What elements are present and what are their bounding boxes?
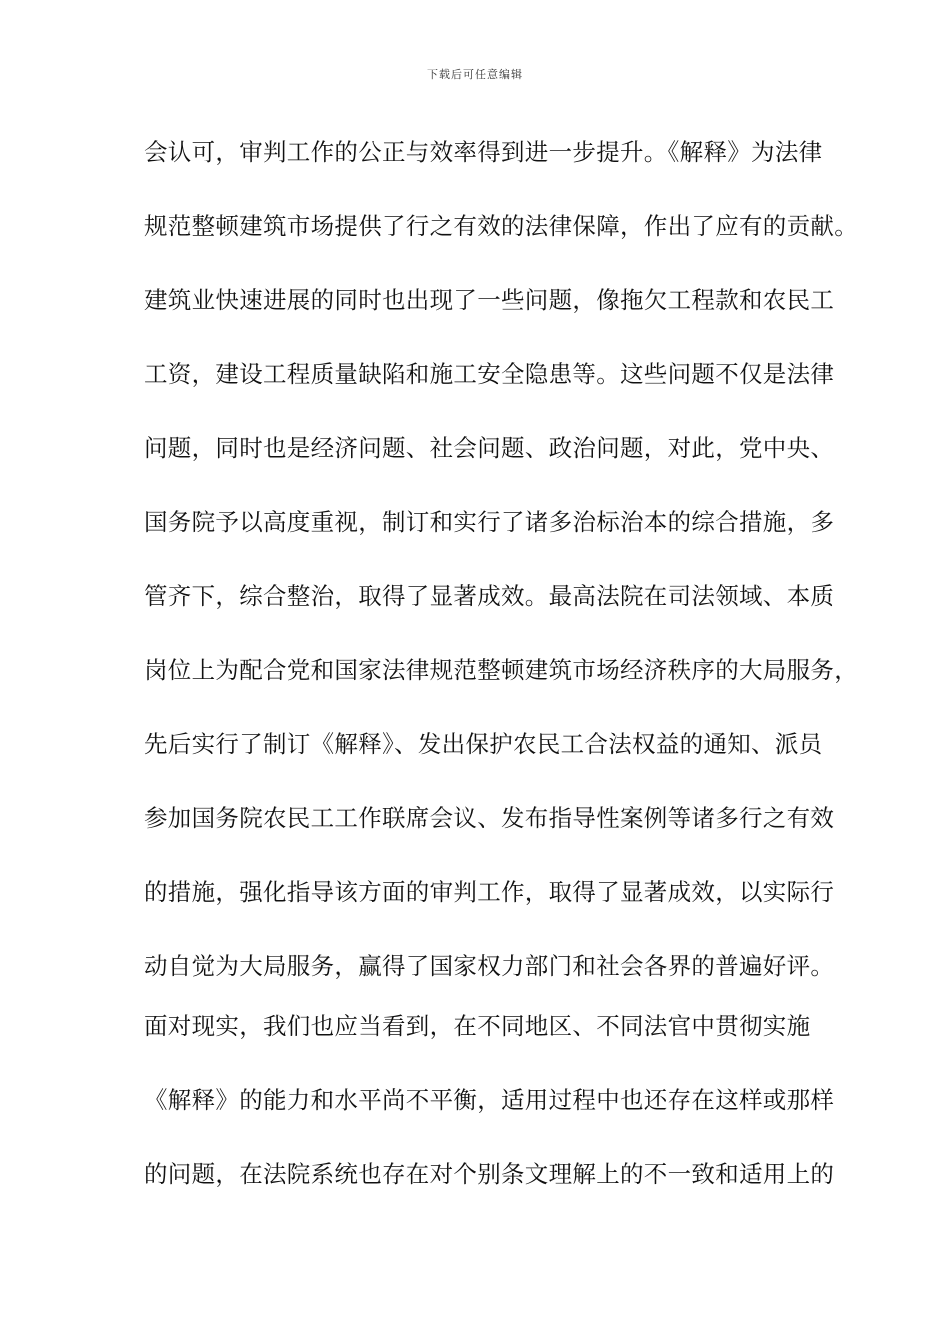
- text-line: 管齐下，综合整治，取得了显著成效。最高法院在司法领域、本质: [144, 582, 835, 610]
- page-header-note: 下载后可任意编辑: [427, 68, 523, 81]
- text-line: 的问题，在法院系统也存在对个别条文理解上的不一致和适用上的: [144, 1160, 835, 1188]
- text-line: 会认可，审判工作的公正与效率得到进一步提升。《解释》为法律: [144, 138, 823, 166]
- text-line: 建筑业快速进展的同时也出现了一些问题，像拖欠工程款和农民工: [144, 286, 835, 314]
- text-line: 工资，建设工程质量缺陷和施工安全隐患等。这些问题不仅是法律: [144, 360, 835, 388]
- text-line: 先后实行了制订《解释》、发出保护农民工合法权益的通知、派员: [144, 730, 823, 758]
- text-line: 的措施，强化指导该方面的审判工作，取得了显著成效，以实际行: [144, 878, 835, 906]
- text-line: 国务院予以高度重视，制订和实行了诸多治标治本的综合措施，多: [144, 508, 835, 536]
- text-line: 面对现实，我们也应当看到，在不同地区、不同法官中贯彻实施: [144, 1012, 811, 1040]
- text-line: 岗位上为配合党和国家法律规范整顿建筑市场经济秩序的大局服务，: [144, 656, 858, 684]
- text-line: 规范整顿建筑市场提供了行之有效的法律保障，作出了应有的贡献。: [144, 212, 858, 240]
- text-line: 《解释》的能力和水平尚不平衡，适用过程中也还存在这样或那样: [144, 1086, 835, 1114]
- text-line: 问题，同时也是经济问题、社会问题、政治问题，对此，党中央、: [144, 434, 835, 462]
- text-line: 动自觉为大局服务，赢得了国家权力部门和社会各界的普遍好评。: [144, 952, 835, 980]
- document-body: [144, 128, 858, 1224]
- text-line: 参加国务院农民工工作联席会议、发布指导性案例等诸多行之有效: [144, 804, 835, 832]
